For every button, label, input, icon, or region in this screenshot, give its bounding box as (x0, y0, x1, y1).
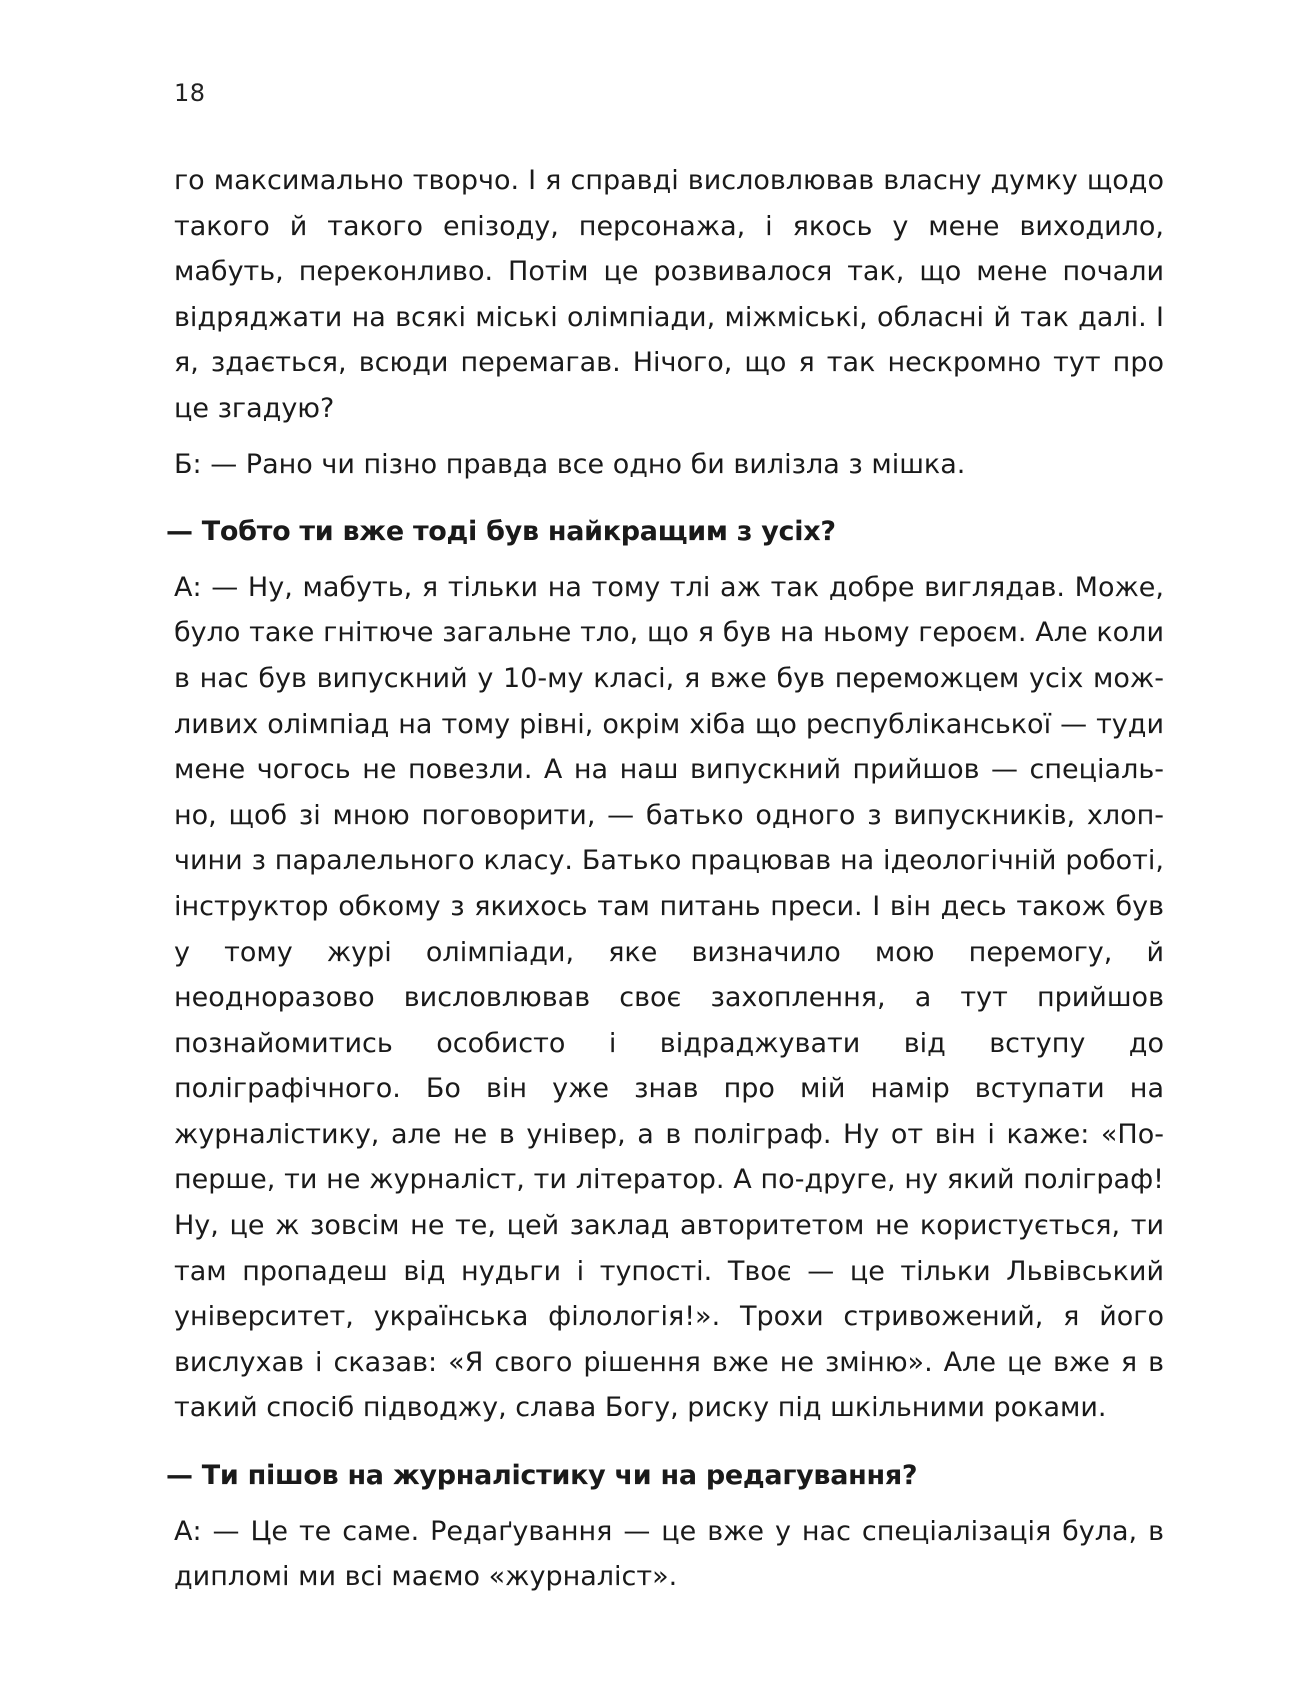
page-body (166, 158, 1164, 1610)
paragraph-answer-a: А: — Це те саме. Редаґування — це вже у нас спеціалізація була, в дипломі ми всі маємо «журналіст». (174, 1515, 1164, 1593)
paragraph-intro: го максимально творчо. І я справді висловлював власну думку щодо такого й такого епізоду, персонажа, і якось у мене виходило, мабуть, переконливо. Потім це розвивалося так, що мене почали відряджати на всякі міські олімпіади, міжміські, обласні й так далі. І я, здається, всюди перемагав. Нічого, що я так нескромно тут про це згадую? (174, 165, 1164, 424)
paragraph-answer-b: Б: — Рано чи пізно правда все одно би вилізла з мішка. (174, 448, 966, 480)
question-heading: — Тобто ти вже тоді був найкращим з усіх? (166, 516, 836, 548)
paragraph-answer-a: А: — Ну, мабуть, я тільки на тому тлі аж так добре виглядав. Може, було таке гнітюче загальне тло, що я був на ньому героєм. Але коли в нас був випускний у 10-му класі, я вже був переможцем усіх можливих олімпіад на тому рівні, окрім хіба що республіканської — туди мене чогось не повезли. А на наш випускний прийшов — спеціально, щоб зі мною поговорити, — батько одного з випускників, хлопчини з паралельного класу. Батько працював на ідеологічній роботі, інструктор обкому з якихось там питань преси. І він десь також був у тому журі олімпіади, яке визначило мою перемогу, й неодноразово висловлював своє захоплення, а тут прийшов познайомитись особисто і відраджувати від вступу до поліграфічного. Бо він уже знав про мій намір вступати на журналістику, але не в універ, а в поліграф. Ну от він і каже: «По-перше, ти не журналіст, ти літератор. А по-друге, ну який поліграф! Ну, це ж зовсім не те, цей заклад авторитетом не користується, ти там пропадеш від нудьги і тупості. Твоє — це тільки Львівський університет, українська філологія!». Трохи стривожений, я його вислухав і сказав: «Я свого рішення вже не зміню». Але це вже я в такий спосіб підводжу, слава Богу, риску під шкільними роками. (174, 571, 1164, 1424)
question-heading: — Ти пішов на журналістику чи на редагування? (166, 1460, 918, 1492)
page-number: 18 (174, 79, 206, 107)
